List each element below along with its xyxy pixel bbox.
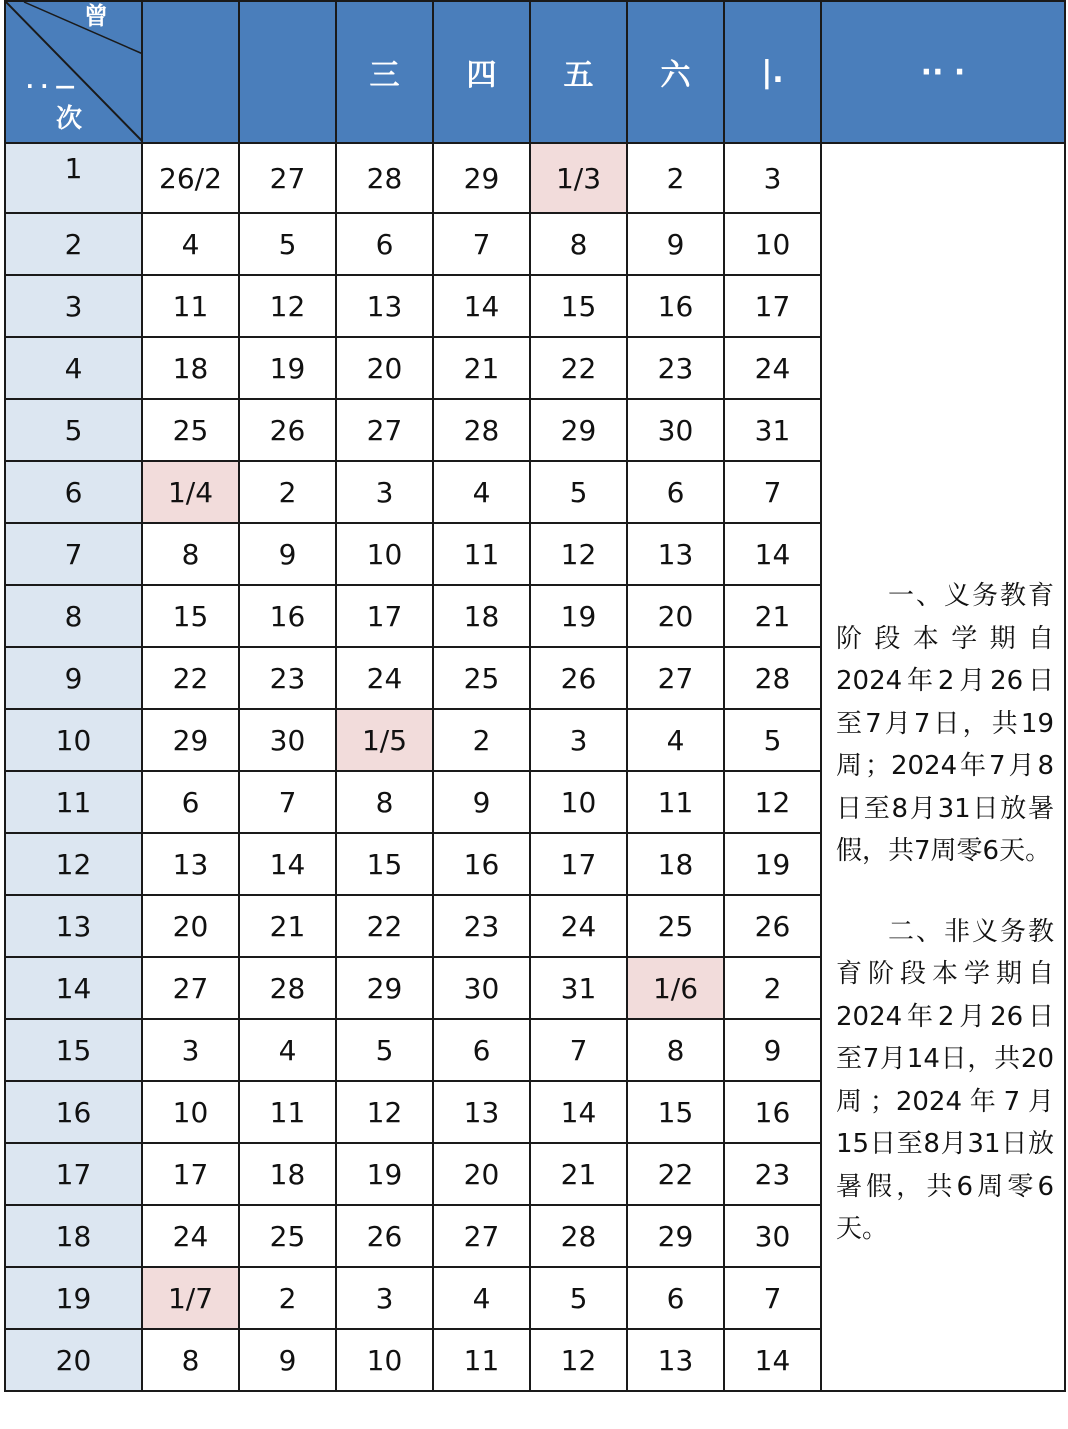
date-cell: 13: [142, 833, 239, 895]
week-number-cell: 5: [5, 399, 142, 461]
date-cell: 26: [724, 895, 821, 957]
date-cell: 5: [336, 1019, 433, 1081]
date-cell: 8: [142, 523, 239, 585]
week-number-cell: 6: [5, 461, 142, 523]
day-header-7: |.: [724, 1, 821, 143]
date-cell: 21: [239, 895, 336, 957]
date-cell: 17: [530, 833, 627, 895]
date-cell: 4: [433, 1267, 530, 1329]
week-number-cell: 13: [5, 895, 142, 957]
date-cell: 27: [239, 143, 336, 213]
date-cell: 6: [627, 1267, 724, 1329]
calendar-body: [5, 143, 1065, 1391]
week-number-cell: 15: [5, 1019, 142, 1081]
notes-header: ·· ·: [821, 1, 1065, 143]
table-row: [5, 143, 1065, 213]
date-cell: 5: [724, 709, 821, 771]
date-cell: 10: [530, 771, 627, 833]
date-cell: 18: [627, 833, 724, 895]
month-start-cell: 1/5: [336, 709, 433, 771]
date-cell: 21: [530, 1143, 627, 1205]
date-cell: 13: [627, 523, 724, 585]
week-number-cell: 19: [5, 1267, 142, 1329]
date-cell: 6: [433, 1019, 530, 1081]
date-cell: 25: [239, 1205, 336, 1267]
date-cell: 23: [433, 895, 530, 957]
date-cell: 2: [239, 461, 336, 523]
date-cell: 25: [433, 647, 530, 709]
date-cell: 23: [724, 1143, 821, 1205]
date-cell: 19: [530, 585, 627, 647]
date-cell: 27: [627, 647, 724, 709]
date-cell: 17: [336, 585, 433, 647]
date-cell: 25: [142, 399, 239, 461]
date-cell: 28: [239, 957, 336, 1019]
date-cell: 29: [627, 1205, 724, 1267]
date-cell: 28: [530, 1205, 627, 1267]
week-number-cell: 18: [5, 1205, 142, 1267]
date-cell: 14: [433, 275, 530, 337]
date-cell: 22: [530, 337, 627, 399]
school-calendar: [4, 0, 1064, 1429]
date-cell: 18: [142, 337, 239, 399]
date-cell: 8: [336, 771, 433, 833]
month-start-cell: 1/4: [142, 461, 239, 523]
date-cell: 19: [336, 1143, 433, 1205]
date-cell: 18: [433, 585, 530, 647]
day-header-2: [239, 1, 336, 143]
date-cell: 22: [142, 647, 239, 709]
corner-label-week: 次: [56, 104, 83, 134]
date-cell: 26: [239, 399, 336, 461]
date-cell: 24: [336, 647, 433, 709]
date-cell: 3: [142, 1019, 239, 1081]
date-cell: 4: [142, 213, 239, 275]
date-cell: 26: [336, 1205, 433, 1267]
date-cell: 29: [433, 143, 530, 213]
date-cell: 7: [724, 1267, 821, 1329]
date-cell: 17: [724, 275, 821, 337]
date-cell: 11: [433, 1329, 530, 1391]
date-cell: 29: [530, 399, 627, 461]
date-cell: 8: [530, 213, 627, 275]
date-cell: 30: [724, 1205, 821, 1267]
date-cell: 14: [724, 1329, 821, 1391]
date-cell: 12: [724, 771, 821, 833]
date-cell: 16: [724, 1081, 821, 1143]
date-cell: 12: [336, 1081, 433, 1143]
week-number-cell: 7: [5, 523, 142, 585]
date-cell: 3: [530, 709, 627, 771]
date-cell: 14: [239, 833, 336, 895]
date-cell: 30: [627, 399, 724, 461]
date-cell: 12: [530, 1329, 627, 1391]
day-header-5: 五: [530, 1, 627, 143]
date-cell: 23: [239, 647, 336, 709]
week-number-cell: 11: [5, 771, 142, 833]
date-cell: 14: [530, 1081, 627, 1143]
date-cell: 15: [627, 1081, 724, 1143]
date-cell: 28: [724, 647, 821, 709]
date-cell: 29: [336, 957, 433, 1019]
date-cell: 16: [627, 275, 724, 337]
date-cell: 10: [336, 523, 433, 585]
week-number-cell: 3: [5, 275, 142, 337]
date-cell: 4: [433, 461, 530, 523]
week-number-cell: 20: [5, 1329, 142, 1391]
date-cell: 28: [336, 143, 433, 213]
semester-notes: [822, 283, 1064, 1251]
note-paragraph: 二、非义务教育阶段本学期自2024年2月26日至7月14日，共20周；2024年7月15日至8月31日放暑假，共6周零6天。: [836, 916, 1054, 1245]
date-cell: 3: [336, 1267, 433, 1329]
date-cell: 30: [239, 709, 336, 771]
date-cell: 16: [433, 833, 530, 895]
date-cell: 24: [142, 1205, 239, 1267]
corner-label-top: 曾: [84, 2, 108, 30]
corner-label-mid: · · —: [26, 74, 76, 98]
date-cell: 27: [433, 1205, 530, 1267]
date-cell: 9: [433, 771, 530, 833]
date-cell: 22: [336, 895, 433, 957]
date-cell: 11: [433, 523, 530, 585]
week-number-cell: 2: [5, 213, 142, 275]
date-cell: 7: [433, 213, 530, 275]
day-header-3: 三: [336, 1, 433, 143]
week-number-cell: 8: [5, 585, 142, 647]
date-cell: 6: [627, 461, 724, 523]
date-cell: 11: [142, 275, 239, 337]
week-number-cell: 4: [5, 337, 142, 399]
date-cell: 11: [239, 1081, 336, 1143]
date-cell: 2: [627, 143, 724, 213]
date-cell: 3: [336, 461, 433, 523]
day-header-6: 六: [627, 1, 724, 143]
date-cell: 7: [724, 461, 821, 523]
date-cell: 27: [336, 399, 433, 461]
notes-cell: [821, 143, 1065, 1391]
date-cell: 11: [627, 771, 724, 833]
date-cell: 7: [239, 771, 336, 833]
week-number-cell: 12: [5, 833, 142, 895]
date-cell: 5: [530, 1267, 627, 1329]
date-cell: 9: [239, 523, 336, 585]
date-cell: 5: [239, 213, 336, 275]
date-cell: 30: [433, 957, 530, 1019]
corner-header-cell: [5, 1, 142, 143]
date-cell: 3: [724, 143, 821, 213]
date-cell: 2: [433, 709, 530, 771]
date-cell: 22: [627, 1143, 724, 1205]
date-cell: 20: [433, 1143, 530, 1205]
date-cell: 15: [142, 585, 239, 647]
date-cell: 13: [627, 1329, 724, 1391]
date-cell: 10: [142, 1081, 239, 1143]
date-cell: 10: [724, 213, 821, 275]
date-cell: 9: [239, 1329, 336, 1391]
date-cell: 8: [627, 1019, 724, 1081]
date-cell: 7: [530, 1019, 627, 1081]
date-cell: 31: [724, 399, 821, 461]
date-cell: 14: [724, 523, 821, 585]
date-cell: 31: [530, 957, 627, 1019]
date-cell: 10: [336, 1329, 433, 1391]
date-cell: 4: [239, 1019, 336, 1081]
date-cell: 5: [530, 461, 627, 523]
date-cell: 20: [627, 585, 724, 647]
date-cell: 4: [627, 709, 724, 771]
date-cell: 27: [142, 957, 239, 1019]
date-cell: 24: [724, 337, 821, 399]
calendar-table: [4, 0, 1066, 1392]
date-cell: 12: [239, 275, 336, 337]
date-cell: 6: [142, 771, 239, 833]
date-cell: 26: [530, 647, 627, 709]
week-number-cell: 14: [5, 957, 142, 1019]
week-number-cell: 9: [5, 647, 142, 709]
date-cell: 21: [433, 337, 530, 399]
date-cell: 2: [239, 1267, 336, 1329]
date-cell: 15: [530, 275, 627, 337]
week-number-cell: 16: [5, 1081, 142, 1143]
date-cell: 13: [336, 275, 433, 337]
week-number-cell: 17: [5, 1143, 142, 1205]
header-row: [5, 1, 1065, 143]
date-cell: 23: [627, 337, 724, 399]
date-cell: 12: [530, 523, 627, 585]
day-header-4: 四: [433, 1, 530, 143]
date-cell: 19: [239, 337, 336, 399]
date-cell: 21: [724, 585, 821, 647]
date-cell: 9: [724, 1019, 821, 1081]
week-number-cell: 10: [5, 709, 142, 771]
date-cell: 17: [142, 1143, 239, 1205]
date-cell: 18: [239, 1143, 336, 1205]
date-cell: 25: [627, 895, 724, 957]
date-cell: 9: [627, 213, 724, 275]
date-cell: 16: [239, 585, 336, 647]
date-cell: 6: [336, 213, 433, 275]
date-cell: 8: [142, 1329, 239, 1391]
date-cell: 24: [530, 895, 627, 957]
date-cell: 15: [336, 833, 433, 895]
date-cell: 28: [433, 399, 530, 461]
month-start-cell: 1/6: [627, 957, 724, 1019]
date-cell: 2: [724, 957, 821, 1019]
note-paragraph: 一、义务教育阶段本学期自2024年2月26日至7月7日，共19周；2024年7月8日至8月31日放暑假，共7周零6天。: [836, 581, 1054, 867]
date-cell: 26/2: [142, 143, 239, 213]
date-cell: 13: [433, 1081, 530, 1143]
date-cell: 19: [724, 833, 821, 895]
month-start-cell: 1/7: [142, 1267, 239, 1329]
date-cell: 20: [142, 895, 239, 957]
date-cell: 20: [336, 337, 433, 399]
day-header-1: [142, 1, 239, 143]
date-cell: 29: [142, 709, 239, 771]
week-number-cell: 1: [5, 143, 142, 213]
month-start-cell: 1/3: [530, 143, 627, 213]
